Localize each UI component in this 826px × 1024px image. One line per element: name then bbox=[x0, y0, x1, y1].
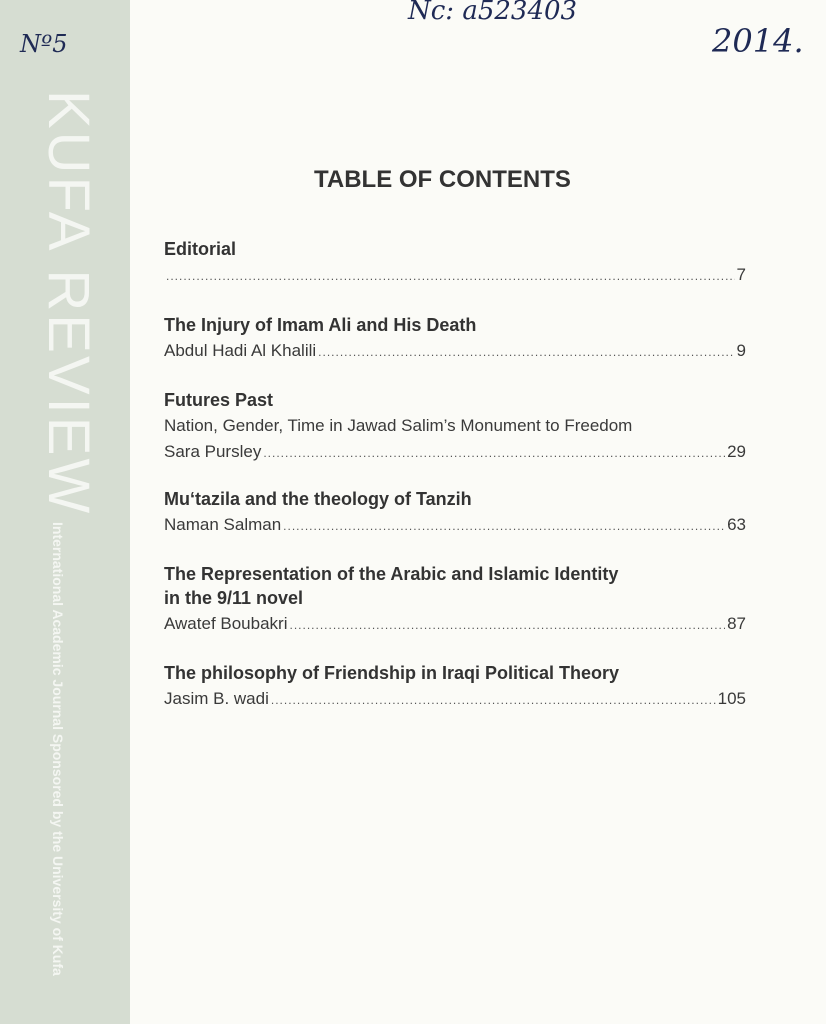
journal-spine bbox=[0, 0, 130, 1024]
dot-leader bbox=[263, 441, 725, 465]
entry-title: Mu‘tazila and the theology of Tanzih bbox=[164, 489, 472, 509]
entry-author: Abdul Hadi Al Khalili bbox=[164, 341, 317, 360]
entry-title-continued: in the 9/11 novel bbox=[164, 588, 304, 608]
entry-title: The Representation of the Arabic and Islamic Identity bbox=[164, 564, 619, 584]
dot-leader bbox=[289, 613, 725, 637]
handwritten-year: 2014. bbox=[712, 22, 804, 60]
entry-page-number: 9 bbox=[736, 341, 746, 360]
entry-page-number: 63 bbox=[727, 515, 746, 534]
entry-title: The Injury of Imam Ali and His Death bbox=[164, 315, 477, 335]
toc-entry bbox=[164, 313, 746, 364]
entry-author: Awatef Boubakri bbox=[164, 614, 288, 633]
entry-page-number: 87 bbox=[727, 614, 746, 633]
entry-author: Naman Salman bbox=[164, 515, 282, 534]
entry-title: Futures Past bbox=[164, 390, 274, 410]
entry-author: Jasim B. wadi bbox=[164, 689, 269, 708]
entry-leader-line bbox=[164, 612, 746, 637]
toc-entry bbox=[164, 487, 746, 538]
dot-leader bbox=[166, 264, 735, 288]
entry-page-number: 7 bbox=[736, 265, 746, 284]
entry-page-number: 29 bbox=[727, 442, 746, 461]
dot-leader bbox=[271, 688, 716, 712]
entry-title: The philosophy of Friendship in Iraqi Political Theory bbox=[164, 663, 620, 683]
handwritten-reference: Nc: a523403 bbox=[408, 0, 578, 26]
dot-leader bbox=[318, 340, 734, 364]
entry-leader-line bbox=[164, 440, 746, 465]
entry-title: Editorial bbox=[164, 239, 237, 259]
toc-entry bbox=[164, 562, 746, 637]
entry-leader-line bbox=[164, 263, 746, 288]
entry-leader-line bbox=[164, 339, 746, 364]
entry-leader-line bbox=[164, 513, 746, 538]
dot-leader bbox=[283, 514, 725, 538]
spine-subtitle: International Academic Journal Sponsored by the University of Kufa bbox=[50, 522, 66, 976]
toc-entry-editorial bbox=[164, 237, 746, 288]
entry-page-number: 105 bbox=[717, 689, 746, 708]
entry-author: Sara Pursley bbox=[164, 442, 262, 461]
entry-leader-line bbox=[164, 687, 746, 712]
entry-subtitle: Nation, Gender, Time in Jawad Salim’s Monument to Freedom bbox=[164, 416, 633, 435]
spine-title: KUFA REVIEW bbox=[36, 90, 101, 517]
toc-heading: TABLE OF CONTENTS bbox=[314, 166, 571, 193]
handwritten-issue-number: Nº5 bbox=[20, 30, 68, 58]
toc-entry bbox=[164, 388, 746, 465]
toc-entry bbox=[164, 661, 746, 712]
